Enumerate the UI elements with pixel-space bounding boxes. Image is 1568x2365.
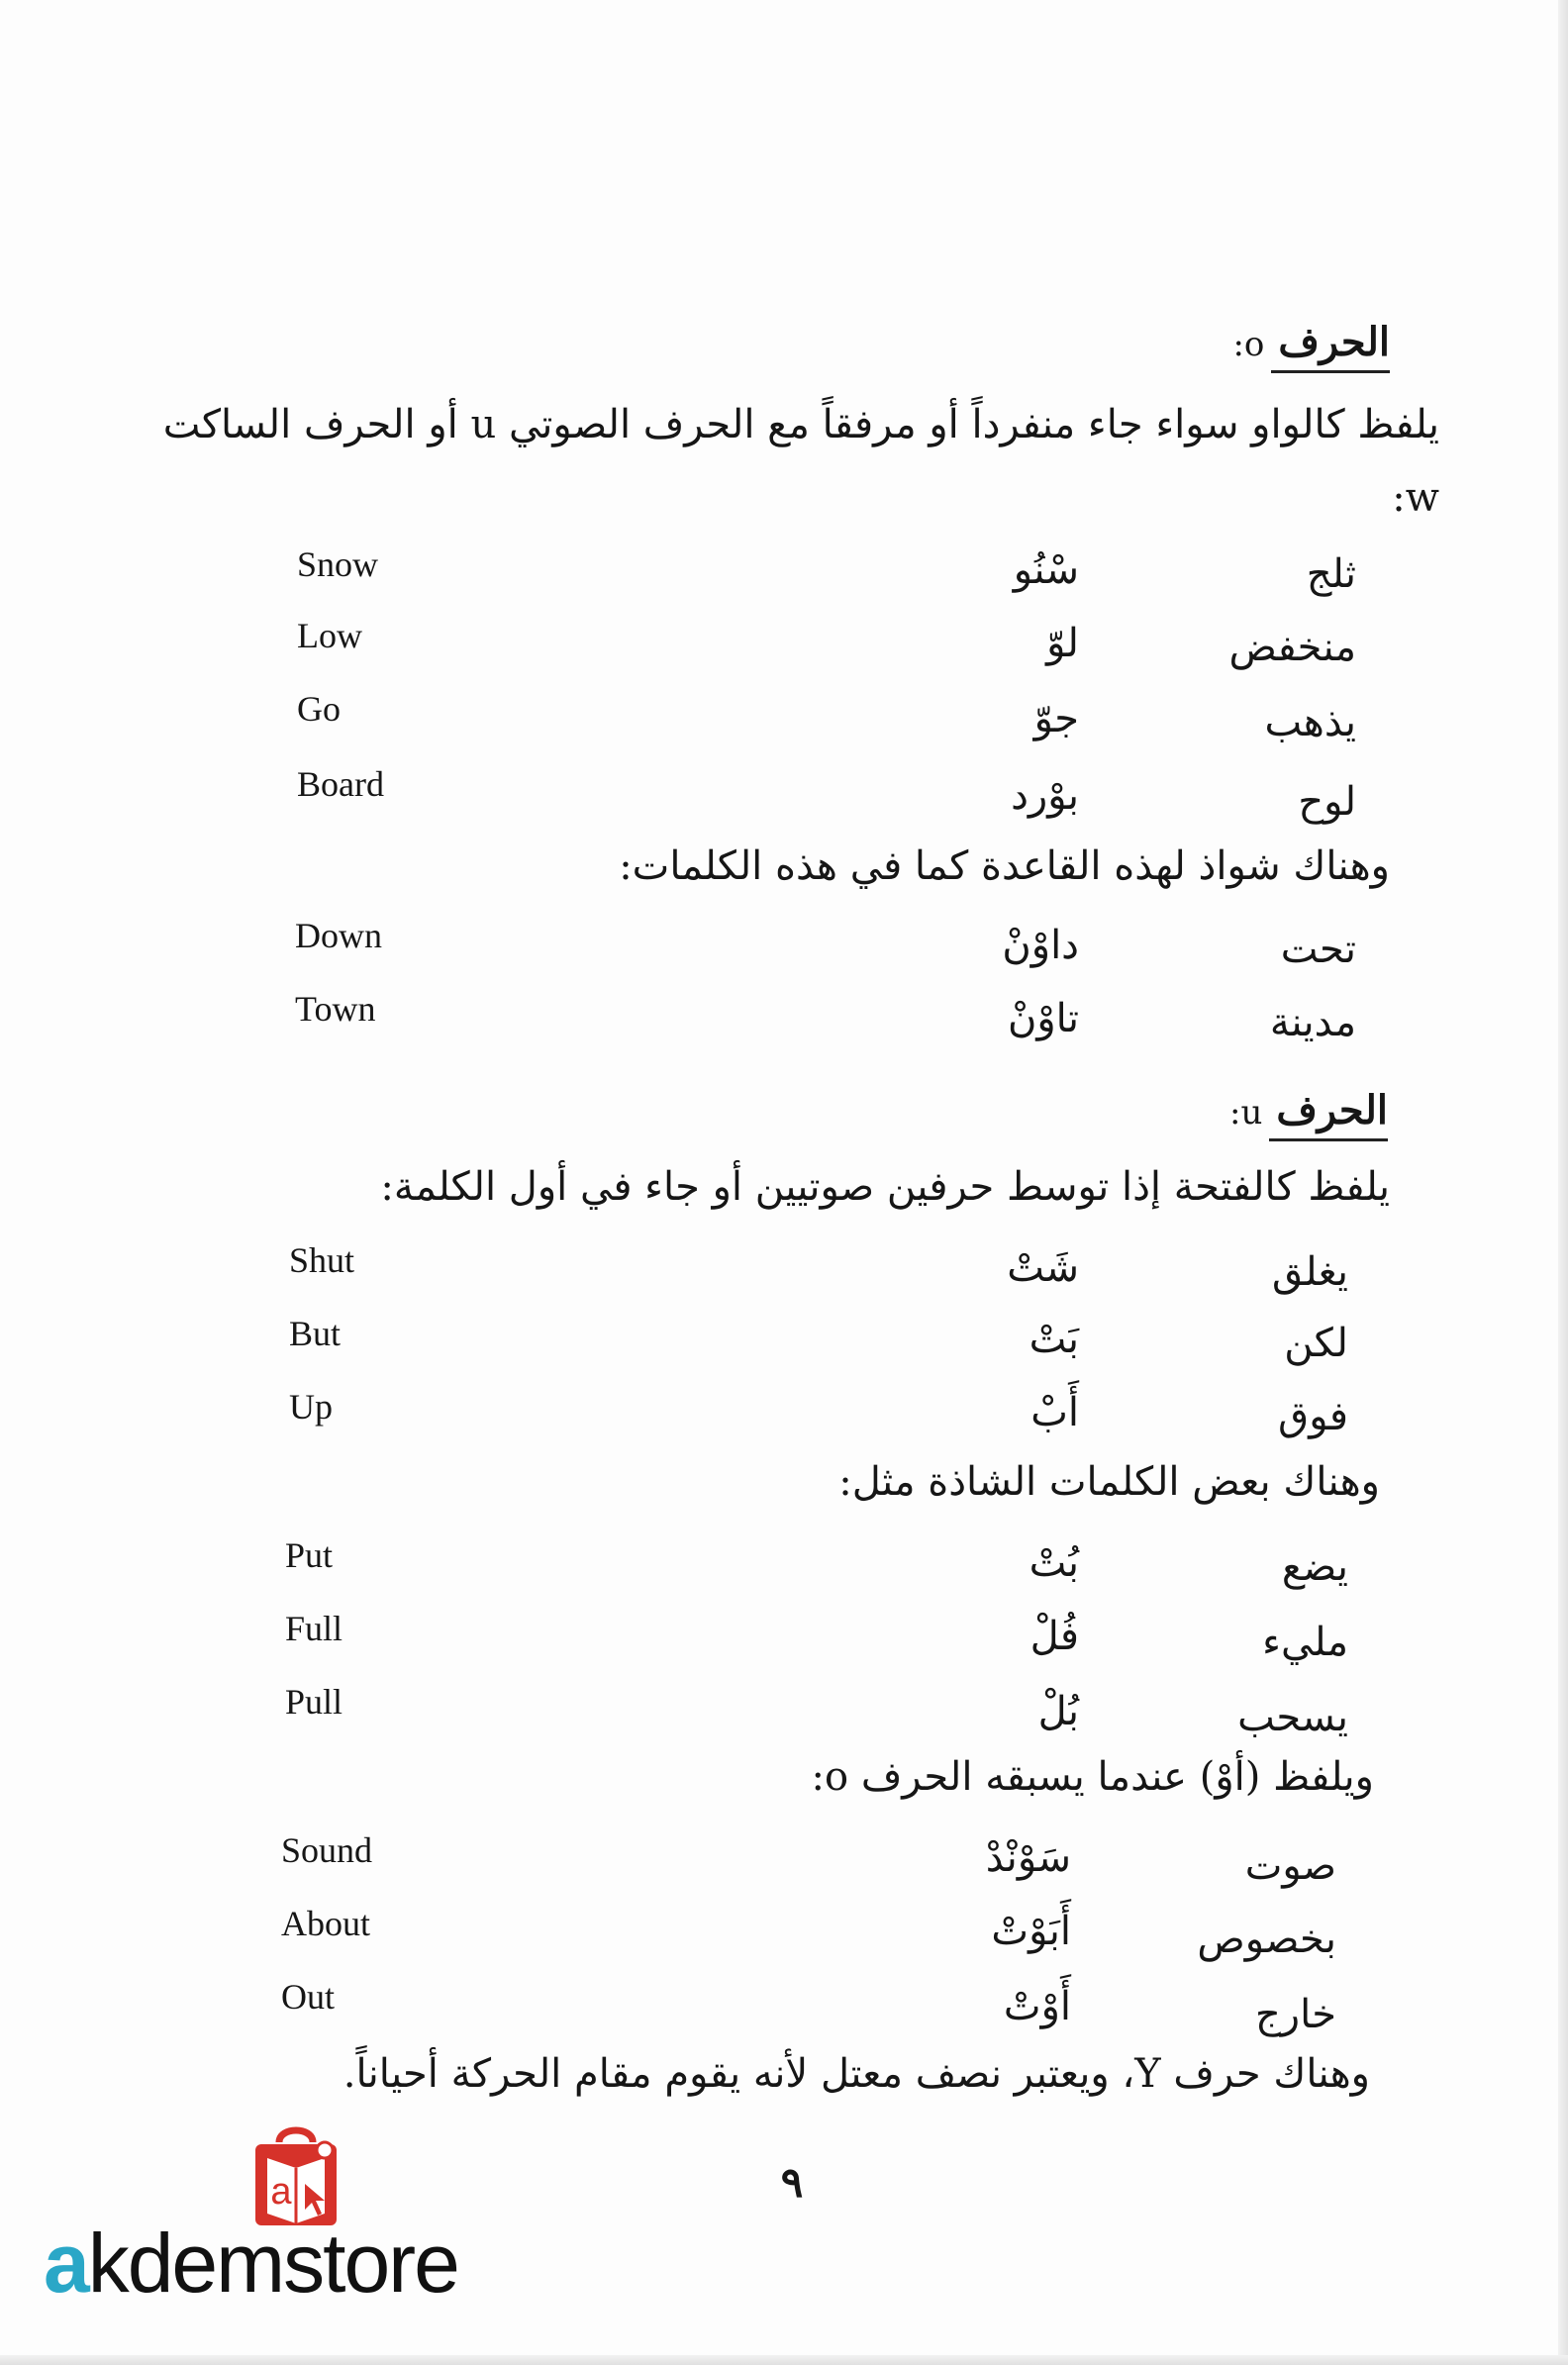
heading-word: الحرف — [1276, 1087, 1388, 1133]
example-meaning: فوق — [1278, 1394, 1348, 1439]
example-meaning: يذهب — [1264, 700, 1356, 745]
ou-example-meaning: صوت — [1244, 1843, 1336, 1889]
example-meaning: ثلج — [1306, 551, 1356, 597]
exception-english: Town — [295, 989, 376, 1029]
exception-transcription: داوْنْ — [1002, 923, 1079, 968]
example-english: Board — [297, 764, 384, 804]
page-number: ٩ — [780, 2158, 804, 2207]
example-transcription: شَتْ — [1007, 1245, 1079, 1291]
heading-letter-o — [1232, 319, 1390, 365]
example-english: Go — [297, 689, 341, 729]
example-meaning: لوح — [1298, 779, 1356, 825]
exception-transcription: بُتْ — [1029, 1540, 1079, 1586]
heading-letter-u — [1229, 1087, 1388, 1133]
heading-letter: o: — [1232, 325, 1265, 364]
example-english: Low — [297, 616, 362, 655]
example-transcription: أَبْ — [1030, 1390, 1079, 1435]
example-meaning: يغلق — [1271, 1249, 1348, 1295]
section-u-exceptions-intro: وهناك بعض الكلمات الشاذة مثل: — [838, 1459, 1380, 1505]
exception-transcription: فُلْ — [1029, 1614, 1079, 1659]
section-u-ou-intro: ويلفظ (أوْ) عندما يسبقه الحرف o: — [811, 1754, 1374, 1800]
ou-example-transcription: أَبَوْتْ — [991, 1909, 1071, 1954]
heading-word: الحرف — [1278, 319, 1390, 365]
ou-example-english: Out — [281, 1977, 335, 2017]
section-o-exceptions-intro: وهناك شواذ لهذه القاعدة كما في هذه الكلمات: — [619, 843, 1390, 889]
exception-transcription: بُلْ — [1037, 1689, 1079, 1734]
shopping-bag-icon — [242, 2120, 350, 2229]
example-meaning: لكن — [1284, 1321, 1348, 1366]
exception-meaning: مدينة — [1269, 1000, 1356, 1045]
section-u-intro: يلفظ كالفتحة إذا توسط حرفين صوتيين أو جاء في أول الكلمة: — [380, 1164, 1390, 1210]
exception-meaning: مليء — [1262, 1620, 1348, 1665]
brand-rest: kdemstore — [87, 2217, 458, 2310]
exception-english: Pull — [285, 1682, 343, 1722]
brand-initial: a — [44, 2217, 88, 2310]
page-bottom-edge — [0, 2355, 1568, 2365]
page-edge — [1558, 0, 1568, 2365]
brand-wordmark — [44, 2216, 458, 2312]
ou-example-meaning: خارج — [1254, 1992, 1336, 2037]
exception-meaning: يضع — [1281, 1544, 1348, 1590]
ou-example-transcription: سَوْنْدْ — [985, 1835, 1071, 1881]
closing-paragraph: وهناك حرف Y، ويعتبر نصف معتل لأنه يقوم مقام الحركة أحياناً. — [343, 2051, 1370, 2097]
example-transcription: جوّ — [1033, 696, 1079, 741]
section-o-intro: يلفظ كالواو سواء جاء منفرداً أو مرفقاً مع الحرف الصوتي u أو الحرف الساكت w: — [162, 402, 1439, 521]
ou-example-transcription: أَوْتْ — [1003, 1984, 1071, 2029]
exception-meaning: تحت — [1280, 927, 1356, 972]
exception-english: Full — [285, 1609, 343, 1648]
exception-meaning: يسحب — [1237, 1695, 1348, 1740]
exception-english: Put — [285, 1535, 334, 1575]
example-english: Shut — [289, 1240, 355, 1280]
example-transcription: بوْرد — [1011, 773, 1079, 819]
badge-letter: a — [270, 2171, 292, 2213]
example-english: Up — [289, 1387, 333, 1427]
ou-example-meaning: بخصوص — [1197, 1917, 1336, 1962]
example-transcription: لوّ — [1046, 621, 1079, 666]
example-transcription: بَتْ — [1029, 1317, 1079, 1362]
example-meaning: منخفض — [1228, 625, 1356, 670]
akdemstore-logo — [44, 2120, 558, 2309]
ou-example-english: About — [281, 1904, 370, 1943]
example-transcription: سْنُو — [1013, 547, 1079, 593]
example-english: But — [289, 1314, 342, 1353]
ou-example-english: Sound — [281, 1830, 373, 1870]
example-english: Snow — [297, 544, 379, 584]
exception-transcription: تاوْنْ — [1007, 996, 1079, 1041]
exception-english: Down — [295, 916, 382, 955]
heading-letter: u: — [1229, 1093, 1263, 1133]
